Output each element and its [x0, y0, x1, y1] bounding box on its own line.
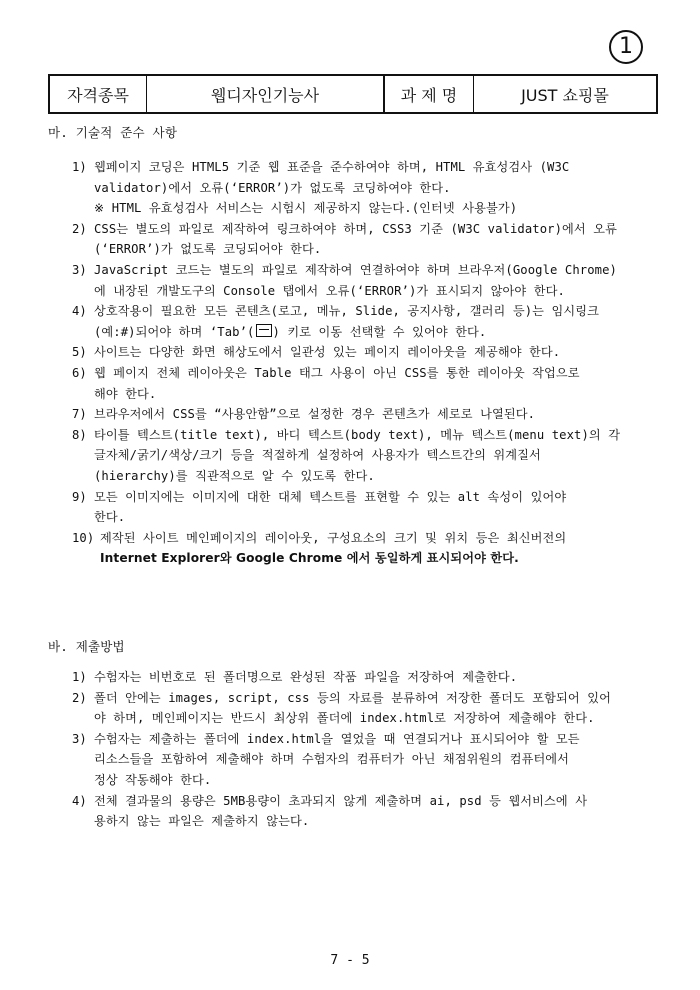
list-item: 7) 브라우저에서 CSS를 “사용안함”으로 설정한 경우 콘텐츠가 세로로 나열된다. — [72, 407, 536, 422]
technical-requirements-list — [72, 157, 672, 569]
list-item: 5) 사이트는 다양한 화면 해상도에서 일관성 있는 페이지 레이아웃을 제공해야 한다. — [72, 345, 561, 360]
list-item: 4) 상호작용이 필요한 모든 콘텐츠(로고, 메뉴, Slide, 공지사항, 갤러리 등)는 임시링크 (예:#)되어야 하며 ‘Tab’( ) 키로 이동 선택할 수 있어야 한다. — [72, 304, 599, 339]
section-title-submission: 바. 제출방법 — [48, 639, 125, 654]
list-item: 8) 타이틀 텍스트(title text), 바디 텍스트(body text), 메뉴 텍스트(menu text)의 각 글자체/굵기/색상/크기 등을 적절하게 설정하여 사용자가 텍스트간의 위계질서 (hierarchy)를 직관적으로 알 수 있도록 한다. — [72, 427, 621, 483]
list-item: 10) 제작된 사이트 메인페이지의 레이아웃, 구성요소의 크기 및 위치 등은 최신버전의 Internet Explorer와 Google Chrome 에서 동일하게 표시되어야 한다. — [72, 530, 567, 566]
list-item: 6) 웹 페이지 전체 레이아웃은 Table 태그 사용이 아닌 CSS를 통한 레이아웃 작업으로 해야 한다. — [72, 365, 580, 401]
header-value-category: 웹디자인기능사 — [147, 75, 385, 113]
list-item: 3) JavaScript 코드는 별도의 파일로 제작하여 연결하여야 하며 브라우저(Google Chrome) 에 내장된 개발도구의 Console 탭에서 오류(‘ERROR’)가 표시되지 않아야 한다. — [72, 262, 617, 298]
header-label-category: 자격종목 — [49, 75, 147, 113]
page-badge: 1 — [609, 30, 643, 64]
tab-key-icon — [256, 324, 272, 337]
list-item: 9) 모든 이미지에는 이미지에 대한 대체 텍스트를 표현할 수 있는 alt 속성이 있어야 한다. — [72, 489, 567, 525]
section-title-technical: 마. 기술적 준수 사항 — [48, 125, 178, 140]
submission-method-list — [72, 667, 672, 832]
list-item: 4) 전체 결과물의 용량은 5MB용량이 초과되지 않게 제출하며 ai, psd 등 웹서비스에 사 용하지 않는 파일은 제출하지 않는다. — [72, 793, 588, 829]
list-item: 1) 웹페이지 코딩은 HTML5 기준 웹 표준을 준수하여야 하며, HTML 유효성검사 (W3C validator)에서 오류(‘ERROR’)가 없도록 코딩하여야 한다. ※ HTML 유효성검사 서비스는 시험시 제공하지 않는다.(인터넷 사용불가) — [72, 160, 570, 216]
list-item: 3) 수험자는 제출하는 폴더에 index.html을 열었을 때 연결되거나 표시되어야 할 모든 리소스들을 포함하여 제출해야 하며 수험자의 컴퓨터가 아닌 채점위원의 컴퓨터에서 정상 작동해야 한다. — [72, 731, 580, 787]
list-item: 2) 폴더 안에는 images, script, css 등의 자료를 분류하여 저장한 폴더도 포함되어 있어 야 하며, 메인페이지는 반드시 최상위 폴더에 index.html로 저장하여 제출해야 한다. — [72, 690, 611, 726]
page-number: 7 - 5 — [330, 953, 370, 968]
list-item: 1) 수험자는 비번호로 된 폴더명으로 완성된 작품 파일을 저장하여 제출한다. — [72, 670, 518, 684]
header-value-title: JUST 쇼핑몰 — [474, 75, 658, 113]
list-item: 2) CSS는 별도의 파일로 제작하여 링크하여야 하며, CSS3 기준 (W3C validator)에서 오류 (‘ERROR’)가 없도록 코딩되어야 한다. — [72, 221, 617, 257]
header-label-title: 과 제 명 — [384, 75, 474, 113]
header-table — [48, 74, 658, 114]
